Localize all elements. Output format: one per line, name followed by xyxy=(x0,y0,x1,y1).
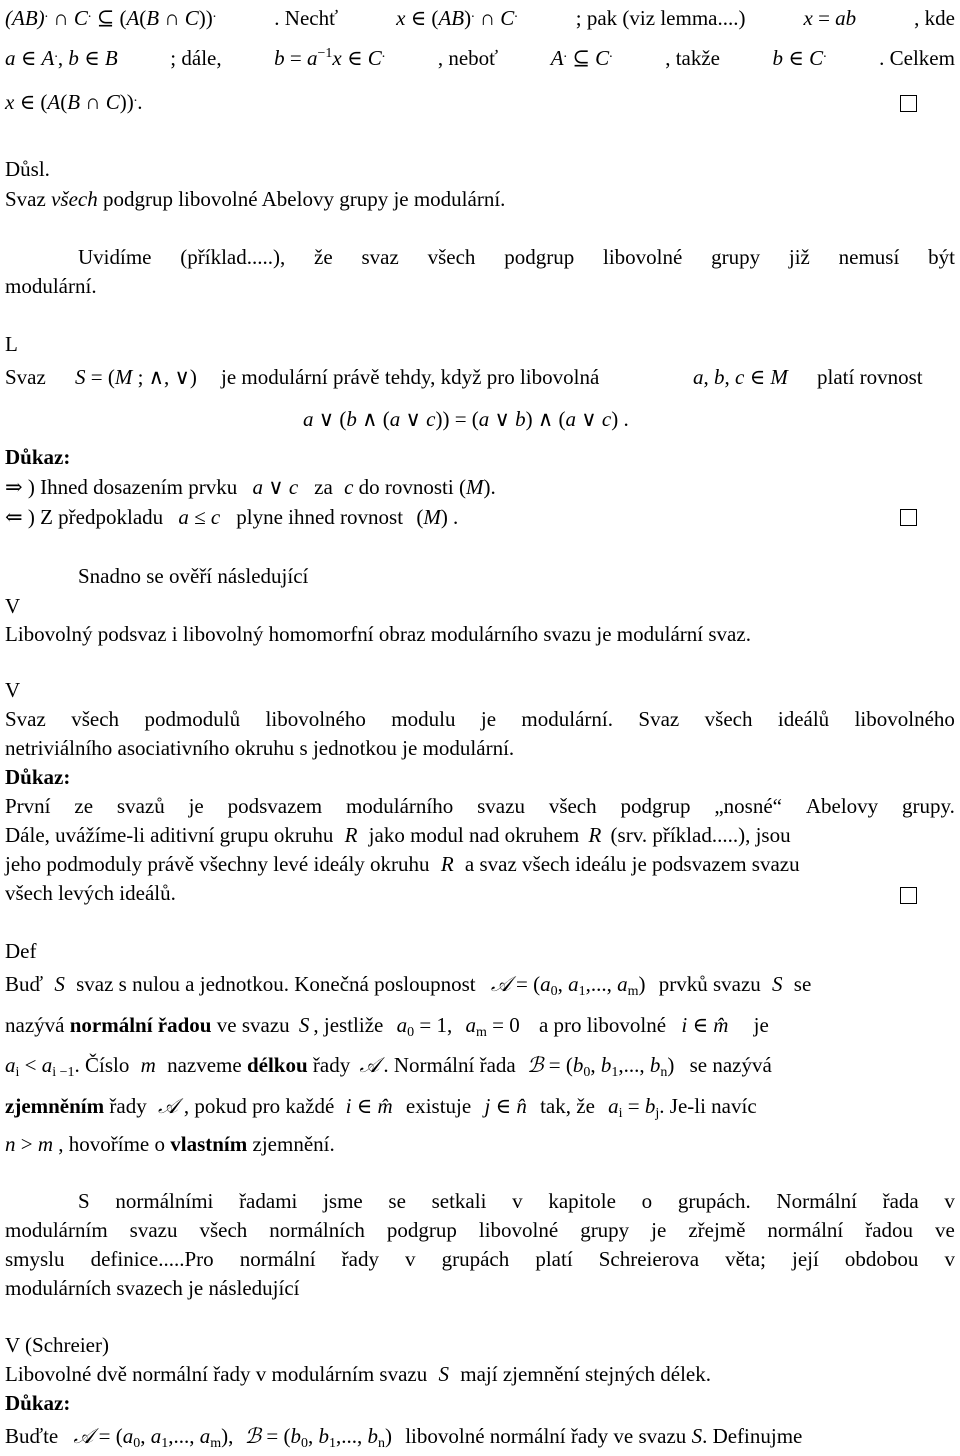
text-line: První ze svazů je podsvazem modulárního svazu všech podgrup „nosné“ Abelovy grupy. xyxy=(5,794,955,818)
text-line: ⇐ ) Z předpokladu a ≤ c plyne ihned rovnost (M) . xyxy=(5,505,459,529)
definition-label: Def xyxy=(5,939,37,963)
text-line: Svaz všech podgrup libovolné Abelovy grupy je modulární. xyxy=(5,187,506,211)
qed-box xyxy=(900,509,917,526)
text-line: netriviálního asociativního okruhu s jednotkou je modulární. xyxy=(5,736,515,760)
theorem-label: V xyxy=(5,678,21,702)
text-line: nazývá normální řadou ve svazu S , jestliže $a_0 = 1$, $a_m = 0$ a pro libovolné i ∈ m̂ je xyxy=(5,1013,769,1040)
text-line: Libovolné dvě normální řady v modulárním svazu S mají zjemnění stejných délek. xyxy=(5,1362,711,1386)
text-line: Svaz všech podmodulů libovolného modulu je modulární. Svaz všech ideálů libovolného xyxy=(5,707,955,731)
proof-heading: Důkaz: xyxy=(5,765,71,789)
text-line: jeho podmoduly právě všechny levé ideály okruhu R a svaz všech ideálu je podsvazem svazu xyxy=(5,852,800,876)
qed-box xyxy=(900,887,917,904)
text-line: L xyxy=(5,332,18,356)
text-line: S normálními řadami jsme se setkali v kapitole o grupách. Normální řada v xyxy=(78,1189,955,1213)
text-line: (AB). ∩ C. ⊆ (A(B ∩ C)). . Nechť x ∈ (AB). ∩ C. ; pak (viz lemma....) x = ab , kde xyxy=(5,6,955,30)
text-line: Uvidíme (příklad.....), že svaz všech podgrup libovolné grupy již nemusí být xyxy=(78,245,955,269)
text-line: Snadno se ověří následující xyxy=(78,564,309,588)
text-line: ⇒ ) Ihned dosazením prvku a ∨ c za c do rovnosti (M). xyxy=(5,475,496,499)
text-line: Libovolný podsvaz i libovolný homomorfní obraz modulárního svazu je modulární svaz. xyxy=(5,622,751,646)
text-line: a ∈ A., b ∈ B ; dále, $b = a^{-1}x$ ∈ C. , neboť A. ⊆ C. , takže b ∈ C. . Celkem xyxy=(5,46,955,70)
text-line: Svaz S = (M ; ∧, ∨) je modulární právě tehdy, když pro libovolná a, b, c ∈ M platí rovnost xyxy=(5,365,923,389)
proof-heading: Důkaz: xyxy=(5,1391,71,1415)
text-line: modulárních svazech je následující xyxy=(5,1276,300,1300)
qed-box xyxy=(900,95,917,112)
text-line: x ∈ (A(B ∩ C)).. xyxy=(5,90,143,114)
text-line: Dále, uvážíme-li aditivní grupu okruhu R jako modul nad okruhem R (srv. příklad.....), jsou xyxy=(5,823,791,847)
proof-heading: Důkaz: xyxy=(5,445,71,469)
text-line: n > m , hovoříme o vlastním zjemnění. xyxy=(5,1132,335,1156)
text-line: modulární. xyxy=(5,274,97,298)
text-line: Důsl. xyxy=(5,157,50,181)
text-line: všech levých ideálů. xyxy=(5,881,176,905)
text-line: Buď S svaz s nulou a jednotkou. Konečná posloupnost 𝒜 = ($a_0$, $a_1$,..., $a_m$) prvků svazu S se xyxy=(5,972,812,999)
equation: a ∨ (b ∧ (a ∨ c)) = (a ∨ b) ∧ (a ∨ c) . xyxy=(303,407,629,431)
text-line: smyslu definice.....Pro normální řady v grupách platí Schreierova věta; její obdobou v xyxy=(5,1247,955,1271)
text-line: $a_i < a_{i -1}$. Číslo m nazveme délkou řady 𝒜 . Normální řada ℬ = ($b_0$, $b_1$,..., $b_n$) se nazývá xyxy=(5,1053,772,1080)
text-line: Buďte 𝒜 = ($a_0$, $a_1$,..., $a_m$), ℬ = ($b_0$, $b_1$,..., $b_n$) libovolné normální řady ve svazu S. Definujme xyxy=(5,1424,803,1451)
theorem-label: V xyxy=(5,594,21,618)
theorem-label: V (Schreier) xyxy=(5,1333,109,1357)
text-line: modulárním svazu všech normálních podgrup libovolné grupy je zřejmě normální řadou ve xyxy=(5,1218,955,1242)
text-line: zjemněním řady 𝒜 , pokud pro každé i ∈ m̂ existuje j ∈ n̂ tak, že $a_i = b_j$. Je-li navíc xyxy=(5,1094,757,1121)
